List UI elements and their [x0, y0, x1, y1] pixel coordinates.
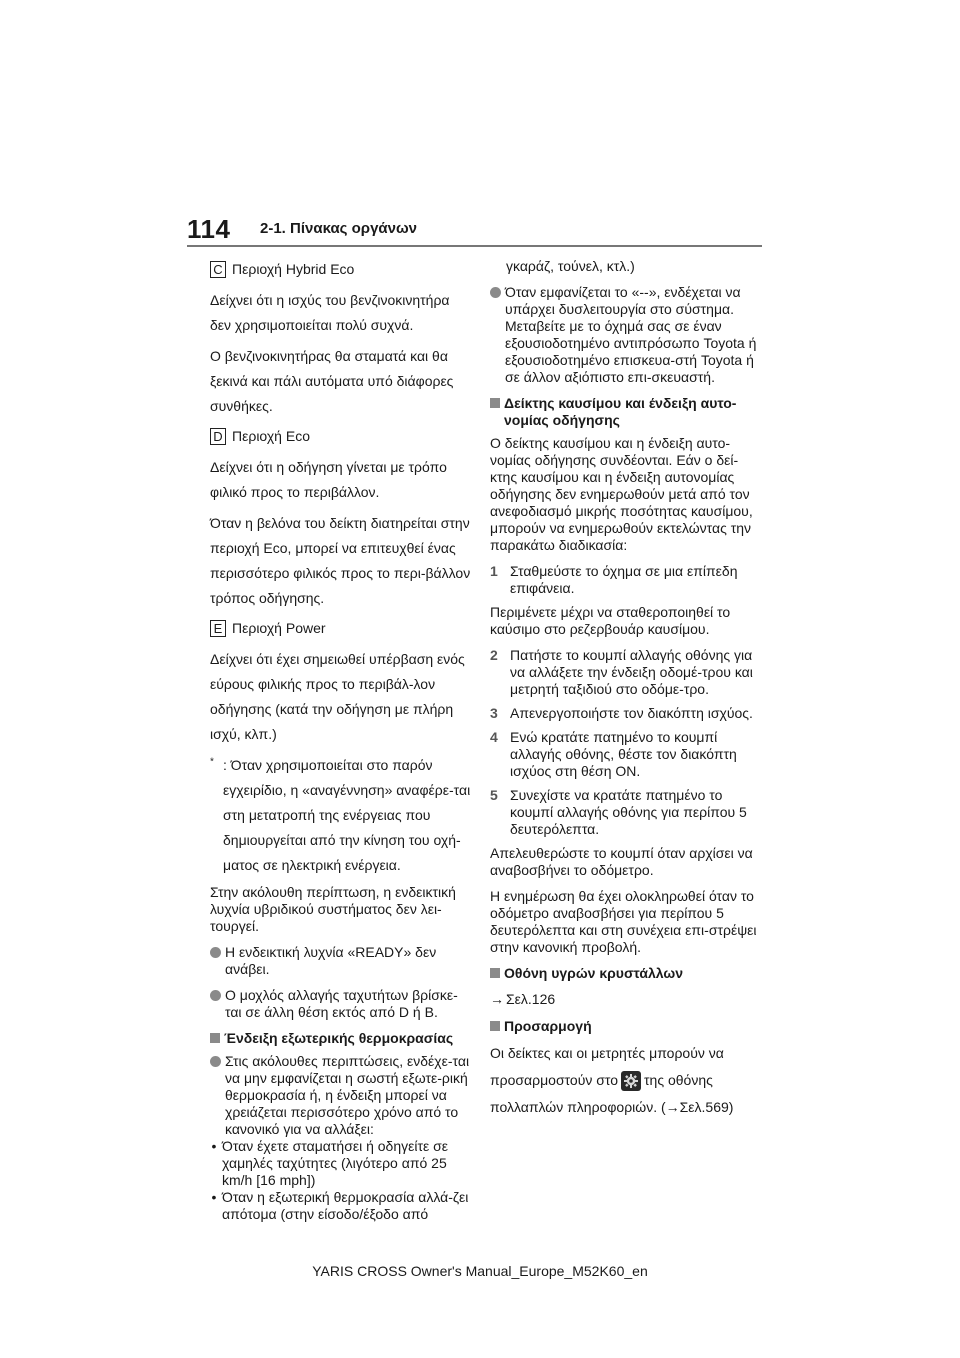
square-bullet-icon: [490, 398, 500, 408]
letter-box-d: D: [210, 428, 226, 445]
paragraph-customization-3: [490, 1095, 760, 1120]
bullet-dot-icon: [490, 287, 501, 298]
small-bullet-icon: •: [211, 1138, 217, 1154]
footnote-mark: *: [210, 756, 214, 768]
step-number: 2: [490, 647, 498, 663]
zone-c-title: Περιοχή Hybrid Eco: [232, 261, 355, 277]
list-item: [210, 987, 474, 1021]
zone-e-text-1: Δείχνει ότι έχει σημειωθεί υπέρβαση ενός εύρους φιλικής προς το περιβάλ-λον οδήγησης (κατά την οδήγηση με πλήρη ισχύ, κλπ.): [210, 651, 465, 742]
step-item: [490, 563, 760, 597]
arrow-right-icon: →: [665, 1099, 680, 1115]
heading-lcd: [490, 965, 760, 982]
heading-text: Δείκτης καυσίμου και ένδειξη αυτο-νομίας οδήγησης: [504, 395, 737, 428]
footnote-text: : Όταν χρησιμοποιείται στο παρόν εγχειρίδιο, η «αναγέννηση» αναφέρε-ται στη μετατροπή της ενέργειας που δημιουργείται από την κίνηση του οχή-ματος σε ηλεκτρική ενέργεια.: [223, 757, 471, 873]
paragraph-release: Απελευθερώστε το κουμπί όταν αρχίσει να αναβοσβήνει το οδόμετρο.: [490, 845, 753, 878]
square-bullet-icon: [210, 1033, 220, 1043]
customization-text-c: πολλαπλών πληροφοριών. (: [490, 1099, 666, 1115]
paragraph-update: Η ενημέρωση θα έχει ολοκληρωθεί όταν το οδόμετρο αναβοσβήσει για περίπου 5 δευτερόλεπτα και στη συνέχεια επι-στρέψει στην κανονική προβολή.: [490, 888, 757, 955]
list-item: [210, 1053, 474, 1138]
bullet-text: Η ενδεικτική λυχνία «READY» δεν ανάβει.: [225, 944, 437, 977]
step-item: [490, 647, 760, 698]
list-item: [490, 284, 760, 386]
sub-list-item: [210, 1189, 474, 1223]
sub-list-text: Όταν η εξωτερική θερμοκρασία αλλά-ζει απότομα (στην είσοδο/έξοδο από: [222, 1189, 469, 1222]
step-text: Συνεχίστε να κρατάτε πατημένο το κουμπί αλλαγής οθόνης για περίπου 5 δευτερόλεπτα.: [510, 787, 747, 837]
paragraph-fuel: Ο δείκτης καυσίμου και η ένδειξη αυτο-νομίας οδήγησης συνδέονται. Εάν ο δεί-κτης καυσίμου και η ένδειξη αυτονομίας οδήγησης δεν ενημερωθούν μετά από τον ανεφοδιασμό μικρής ποσότητας καυσίμου, μπορούν να ενημερωθούν εκτελώντας την παρακάτω διαδικασία:: [490, 435, 753, 553]
zone-c-text-1: Δείχνει ότι η ισχύς του βενζινοκινητήρα δεν χρησιμοποιείται πολύ συχνά.: [210, 292, 450, 333]
heading-text: Προσαρμογή: [504, 1018, 592, 1034]
small-bullet-icon: •: [211, 1189, 217, 1205]
step-number: 3: [490, 705, 498, 721]
zone-d-text-1: Δείχνει ότι η οδήγηση γίνεται με τρόπο φιλικό προς το περιβάλλον.: [210, 459, 447, 500]
step-number: 1: [490, 563, 498, 579]
step-item: [490, 787, 760, 838]
sub-list-item: [210, 1138, 474, 1189]
bullet-text: Στις ακόλουθες περιπτώσεις, ενδέχε-ται να μην εμφανίζεται η σωστή εξωτε-ρική θερμοκρασία ή, η ένδειξη μπορεί να χρειάζεται περισσότερο χρόνο από το κανονικό για να αλλάξει:: [225, 1053, 470, 1137]
square-bullet-icon: [490, 968, 500, 978]
bullet-dot-icon: [210, 947, 221, 958]
heading-customization: [490, 1018, 760, 1035]
square-bullet-icon: [490, 1021, 500, 1031]
heading-outside-temp: [210, 1030, 474, 1047]
zone-c-heading: [210, 258, 474, 280]
step-number: 5: [490, 787, 498, 803]
step-item: [490, 729, 760, 780]
step-text: Ενώ κρατάτε πατημένο το κουμπί αλλαγής οθόνης, θέστε τον διακόπτη ισχύος στη θέση ON.: [510, 729, 737, 779]
bullet-dot-icon: [210, 990, 221, 1001]
page-reference: [490, 988, 760, 1010]
left-column: [210, 258, 474, 1223]
step-text: Απενεργοποιήστε τον διακόπτη ισχύος.: [510, 705, 753, 721]
heading-text: Οθόνη υγρών κρυστάλλων: [504, 965, 684, 981]
zone-d-text-2: Όταν η βελόνα του δείκτη διατηρείται στην περιοχή Eco, μπορεί να επιτευχθεί ένας περισσότερο φιλικός προς το περι-βάλλον τρόπος οδήγησης.: [210, 515, 471, 606]
arrow-right-icon: →: [490, 991, 504, 1007]
step-text: Πατήστε το κουμπί αλλαγής οθόνης για να αλλάξετε την ένδειξη οδομέ-τρου και μετρητή ταξιδιού στο οδόμε-τρο.: [510, 647, 753, 697]
letter-box-e: E: [210, 620, 226, 637]
customization-text-b: της οθόνης: [644, 1072, 713, 1088]
zone-e-heading: [210, 617, 474, 639]
paragraph-customization-2: [490, 1068, 760, 1093]
heading-fuel-gauge: [490, 395, 760, 429]
heading-text: Ένδειξη εξωτερικής θερμοκρασίας: [224, 1030, 454, 1046]
zone-d-heading: [210, 425, 474, 447]
paragraph-customization-1: Οι δείκτες και οι μετρητές μπορούν να: [490, 1045, 724, 1061]
bullet-text: Ο μοχλός αλλαγής ταχυτήτων βρίσκε-ται σε άλλη θέση εκτός από D ή B.: [225, 987, 458, 1020]
paragraph-wait: Περιμένετε μέχρι να σταθεροποιηθεί το καύσιμο στο ρεζερβουάρ καυσίμου.: [490, 604, 731, 637]
page-reference-link[interactable]: Σελ.126: [506, 991, 556, 1007]
paragraph-cases: Στην ακόλουθη περίπτωση, η ενδεικτική λυχνία υβριδικού συστήματος δεν λει-τουργεί.: [210, 884, 456, 934]
step-text: Σταθμεύστε το όχημα σε μια επίπεδη επιφάνεια.: [510, 563, 738, 596]
zone-e-title: Περιοχή Power: [232, 620, 326, 636]
footnote: [210, 753, 474, 878]
page-number: 114: [187, 214, 231, 244]
bullet-text: Όταν εμφανίζεται το «--», ενδέχεται να υπάρχει δυσλειτουργία στο σύστημα. Μεταβείτε με το όχημά σας σε έναν εξουσιοδοτημένο αντιπρόσωπο Toyota ή εξουσιοδοτημένο επισκευα-στή Toyota ή σε άλλον αξιόπιστο επι-σκευαστή.: [505, 284, 757, 385]
settings-gear-icon: [621, 1071, 641, 1091]
step-number: 4: [490, 729, 498, 745]
page-footer: YARIS CROSS Owner's Manual_Europe_M52K60_en: [312, 1263, 648, 1279]
zone-c-text-2: Ο βενζινοκινητήρας θα σταματά και θα ξεκινά και πάλι αυτόματα υπό διάφορες συνθήκες.: [210, 348, 454, 414]
right-column: [490, 258, 760, 1126]
section-title: 2-1. Πίνακας οργάνων: [260, 220, 417, 237]
sub-list-text: Όταν έχετε σταματήσει ή οδηγείτε σε χαμηλές ταχύτητες (λιγότερο από 25 km/h [16 mph]): [222, 1138, 449, 1188]
bullet-dot-icon: [210, 1056, 221, 1067]
step-item: [490, 705, 760, 722]
customization-text-a: προσαρμοστούν στο: [490, 1072, 619, 1088]
list-item: [210, 944, 474, 978]
header-divider: [187, 245, 762, 247]
continued-text: γκαράζ, τούνελ, κτλ.): [506, 258, 635, 274]
letter-box-c: C: [210, 261, 226, 278]
page-reference-link[interactable]: Σελ.569): [679, 1099, 734, 1115]
zone-d-title: Περιοχή Eco: [232, 428, 310, 444]
